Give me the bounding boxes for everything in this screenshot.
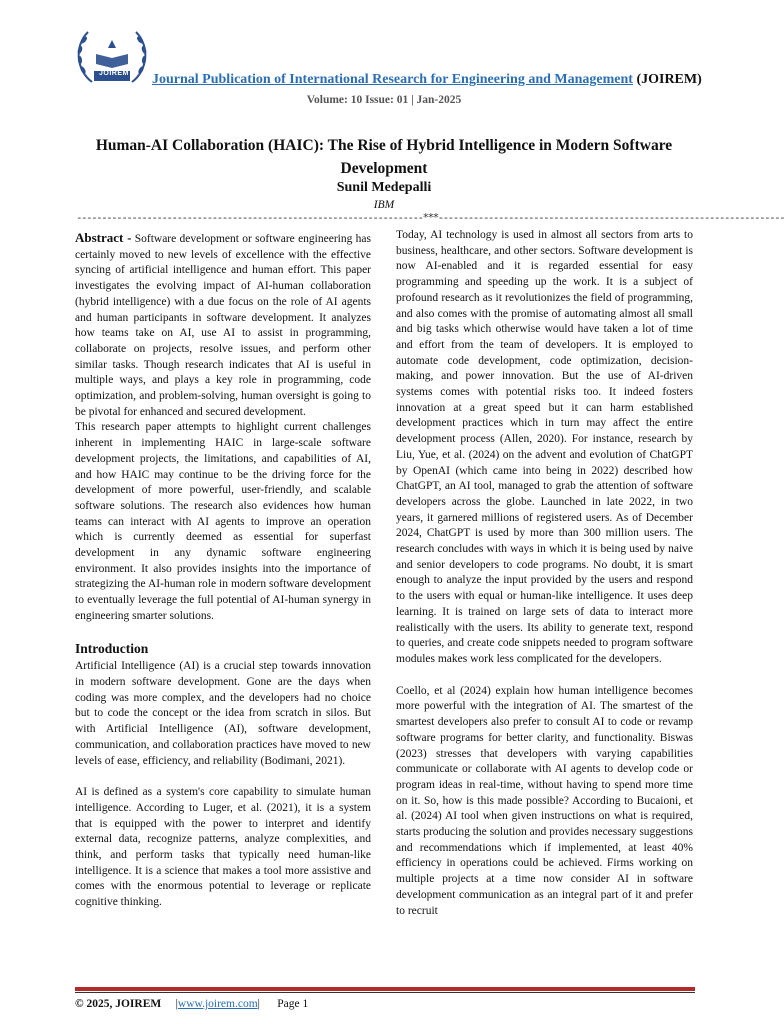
right-column: [396, 228, 693, 919]
abstract-paragraph-1: [75, 230, 371, 420]
journal-header: [152, 72, 752, 88]
footer-divider-left: |: [175, 998, 178, 1010]
paragraph-gap: [396, 668, 693, 684]
abstract-text-1: Software development or software engineering has certainly moved to new levels of excellence with the effective syncing of artificial intelligence and human effort. This paper investigates the evolving impact of AI-human collaboration (hybrid intelligence) with a due focus on the role of AI agents and human participants in software development. It analyzes how teams take on AI, use AI to assist in programming, collaborate on projects, resolve issues, and perform other similar tasks. Though research indicates that AI is useful in multiple ways, and plays a key role in programming, code optimization, and problem-solving, human oversight is going to be pivotal for enhanced and secured development.: [75, 233, 371, 418]
footer-rule: [75, 992, 695, 993]
logo-text: JOIREM: [99, 70, 129, 77]
introduction-paragraph-2: AI is defined as a system's core capability to simulate human intelligence. According to Luger, et al. (2021), it is a system that is equipped with the power to interpret and identify external data, recognize patterns, analyze complexities, and think, and perform tasks that typically need human-like intelligence. It is a science that makes a tool more assistive and comes with the enormous potential to leverage or replicate cognitive thinking.: [75, 786, 371, 909]
section-separator: ---------------------------------------------------------------------***---------------------------------------------------------------------: [76, 211, 784, 224]
paragraph-gap: [75, 769, 371, 785]
footer-copyright: © 2025, JOIREM: [75, 998, 162, 1010]
paper-author: Sunil Medepalli: [336, 180, 432, 195]
footer-divider-right: |: [257, 998, 260, 1010]
right-paragraph-2: Coello, et al (2024) explain how human intelligence becomes more powerful with the integration of AI. The smartest of the smartest developers also prefer to consult AI to code or revamp software programs for better clarity, and functionality. Biswas (2023) stresses that developers with varying capabilities communicate or collaborate with AI agents to develop code or program ideas in real-time, without having to spend more time on it. So, how is this made possible? According to Bucaioni, et al. (2024) AI tool when given instructions on what is required, starts producing the solution and provides necessary suggestions and recommendations which if implemented, at least 40% efficiency in operations could be achieved. Firms working on multiple projects at a time now consider AI in software development communication as an integral part of it and prefer to recruit: [396, 684, 693, 917]
footer-accent-bar: [75, 987, 695, 991]
volume-issue: Volume: 10 Issue: 01 | Jan-2025: [306, 94, 462, 106]
journal-logo: [70, 20, 154, 96]
abstract-paragraph-2: This research paper attempts to highlight current challenges inherent in implementing HAIC in large-scale software development projects, the limitations, and capabilities of AI, and how HAIC may continue to be the driving force for the development of more powerful, user-friendly, and scalable software solutions. The research also evidences how human teams can interact with AI agents to improve an operation which is currently deemed as essential for superfast development in any dynamic software engineering environment. It also provides insights into the importance of strategizing the AI-human role in modern software development to eventually leverage the full potential of AI-human synergy in engineering smarter solutions.: [75, 421, 371, 622]
footer-page-number: Page 1: [277, 998, 309, 1010]
journal-name-link[interactable]: Journal Publication of International Research for Engineering and Management: [152, 72, 633, 87]
introduction-paragraph-1: Artificial Intelligence (AI) is a crucial step towards innovation in modern software development. Gone are the days when coding was more complex, and the developers had no choice but to code the concept or the idea from scratch in silos. But with Artificial Intelligence (AI), software development, communication, and collaboration practices have moved to new levels of ease, efficiency, and reliability (Bodimani, 2021).: [75, 660, 371, 767]
author-affiliation: IBM: [373, 199, 395, 211]
footer-website-link[interactable]: www.joirem.com: [177, 998, 258, 1010]
left-column: [75, 230, 371, 911]
journal-abbr: (JOIREM): [636, 72, 702, 87]
right-paragraph-1: Today, AI technology is used in almost all sectors from arts to business, healthcare, and other sectors. Software development is now AI-enabled and it is regarded essential for easy programming and speeding up the work. It is a subject of profound research as it revolutionizes the field of programming, and also comes with the promise of automating almost all small and big tasks which otherwise would have taken a lot of time and effort from the team of developers. It is employed to automate code development, code optimization, decision-making, and power innovation. But the use of AI-driven systems comes with potential risks too. It indeed fosters innovation at a great speed but it can harm established development practices which in turn may affect the entire development process (Allen, 2020). For instance, research by Liu, Yue, et al. (2024) on the advent and evolution of ChatGPT by OpenAI (which came into being in 2022) described how ChatGPT, an AI tool, managed to grab the attention of software developers across the globe. Launched in late 2022, in two years, it garnered millions of registered users. As of December 2024, ChatGPT is used by more than 300 million users. The research concludes with ways in which it is being used by naive and senior developers to code programs. No doubt, it is smart enough to analyze the input provided by the users and respond to the users with equal or human-like intelligence. It uses deep learning. It is trained on large sets of data to interact more realistically with the users. Its ability to generate text, respond to queries, and create code snippets needed to program software modules makes work less complicated for the developers.: [396, 229, 693, 665]
abstract-heading: Abstract -: [75, 230, 132, 245]
introduction-heading: Introduction: [75, 640, 149, 656]
paper-title: Human-AI Collaboration (HAIC): The Rise of Hybrid Intelligence in Modern Software Development: [95, 137, 673, 177]
page-footer: [75, 998, 308, 1010]
